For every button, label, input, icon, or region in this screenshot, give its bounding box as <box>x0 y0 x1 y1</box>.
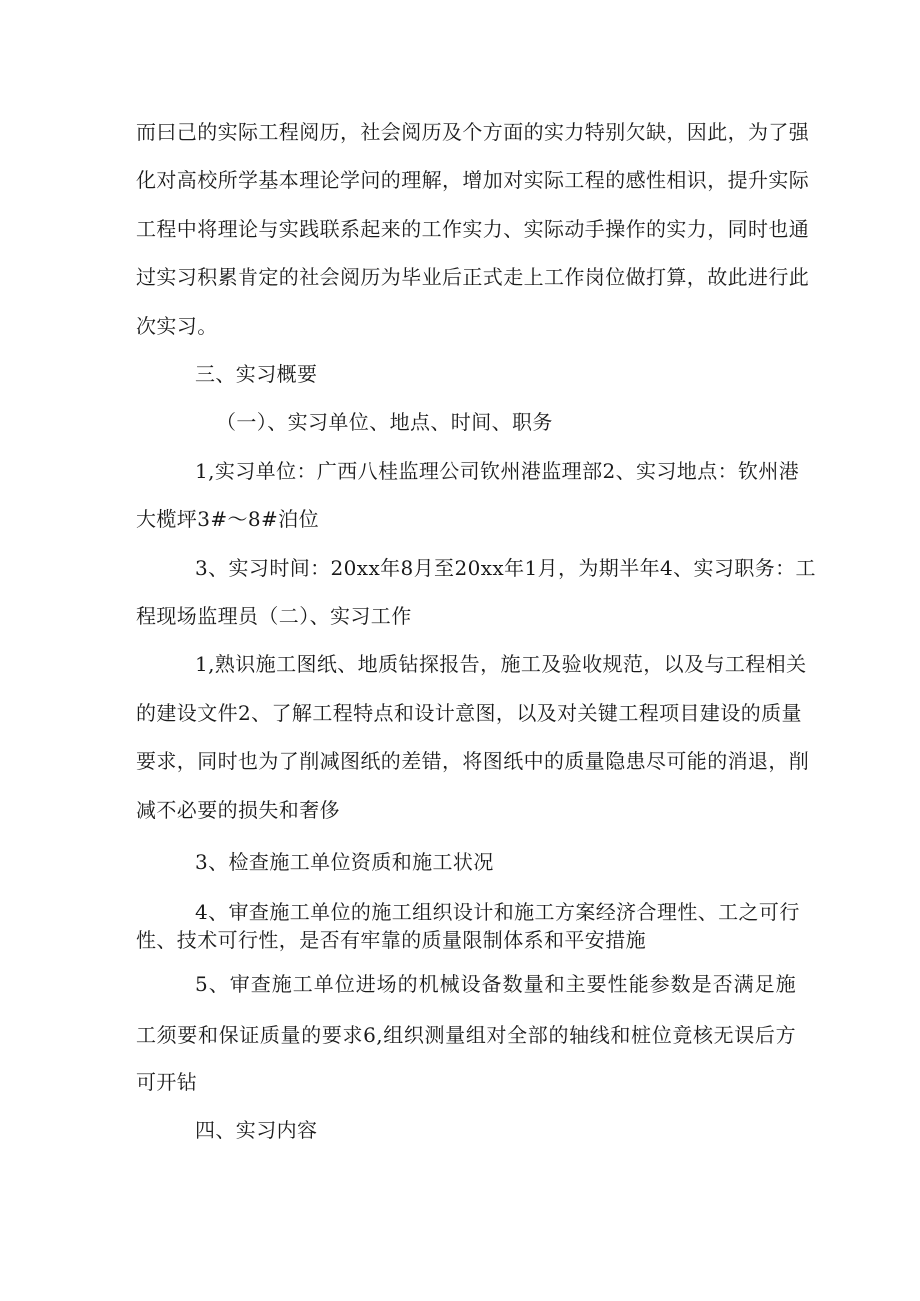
paragraph-line: 次实习。 <box>136 314 218 338</box>
paragraph-line: 4、审查施工单位的施工组织设计和施工方案经济合理性、工之可行 <box>195 900 800 924</box>
section-heading: 三、实习概要 <box>195 362 318 386</box>
paragraph-line: 3、实习时间：20xx年8月至20xx年1月，为期半年4、实习职务：工 <box>195 556 816 580</box>
paragraph-line: 的建设文件2、了解工程特点和设计意图，以及对关键工程项目建设的质量 <box>136 701 802 725</box>
paragraph-line: 工须要和保证质量的要求6,组织测量组对全部的轴线和桩位竟核无误后方 <box>136 1023 796 1047</box>
section-heading: 四、实习内容 <box>195 1118 318 1142</box>
paragraph-line: 程现场监理员（二）、实习工作 <box>136 604 412 628</box>
paragraph-line: 5、审查施工单位进场的机械设备数量和主要性能参数是否满足施 <box>195 972 796 996</box>
paragraph-line: 1,实习单位：广西八桂监理公司钦州港监理部2、实习地点：钦州港 <box>195 459 800 483</box>
paragraph-line: 工程中将理论与实践联系起来的工作实力、实际动手操作的实力，同时也通 <box>136 217 810 241</box>
paragraph-line: 3、检查施工单位资质和施工状况 <box>195 850 494 874</box>
paragraph-line: 而曰己的实际工程阅历，社会阅历及个方面的实力特别欠缺，因此，为了强 <box>136 120 810 144</box>
paragraph-line: 大榄坪3#～8#泊位 <box>136 507 319 531</box>
paragraph-line: 1,熟识施工图纸、地质钻探报告，施工及验收规范，以及与工程相关 <box>195 652 807 676</box>
paragraph-line: 减不必要的损失和奢侈 <box>136 798 340 822</box>
paragraph-line: 过实习积累肯定的社会阅历为毕业后正式走上工作岗位做打算，故此进行此 <box>136 265 810 289</box>
paragraph-line: 性、技术可行性，是否有牢靠的质量限制体系和平安措施 <box>136 928 646 952</box>
paragraph-line: 化对高校所学基本理论学问的理解，增加对实际工程的感性相识，提升实际 <box>136 168 810 192</box>
paragraph-line: 要求，同时也为了削减图纸的差错，将图纸中的质量隐患尽可能的消退，削 <box>136 749 810 773</box>
paragraph-line: 可开钻 <box>136 1070 198 1094</box>
subsection-heading: （一）、实习单位、地点、时间、职务 <box>216 410 553 434</box>
